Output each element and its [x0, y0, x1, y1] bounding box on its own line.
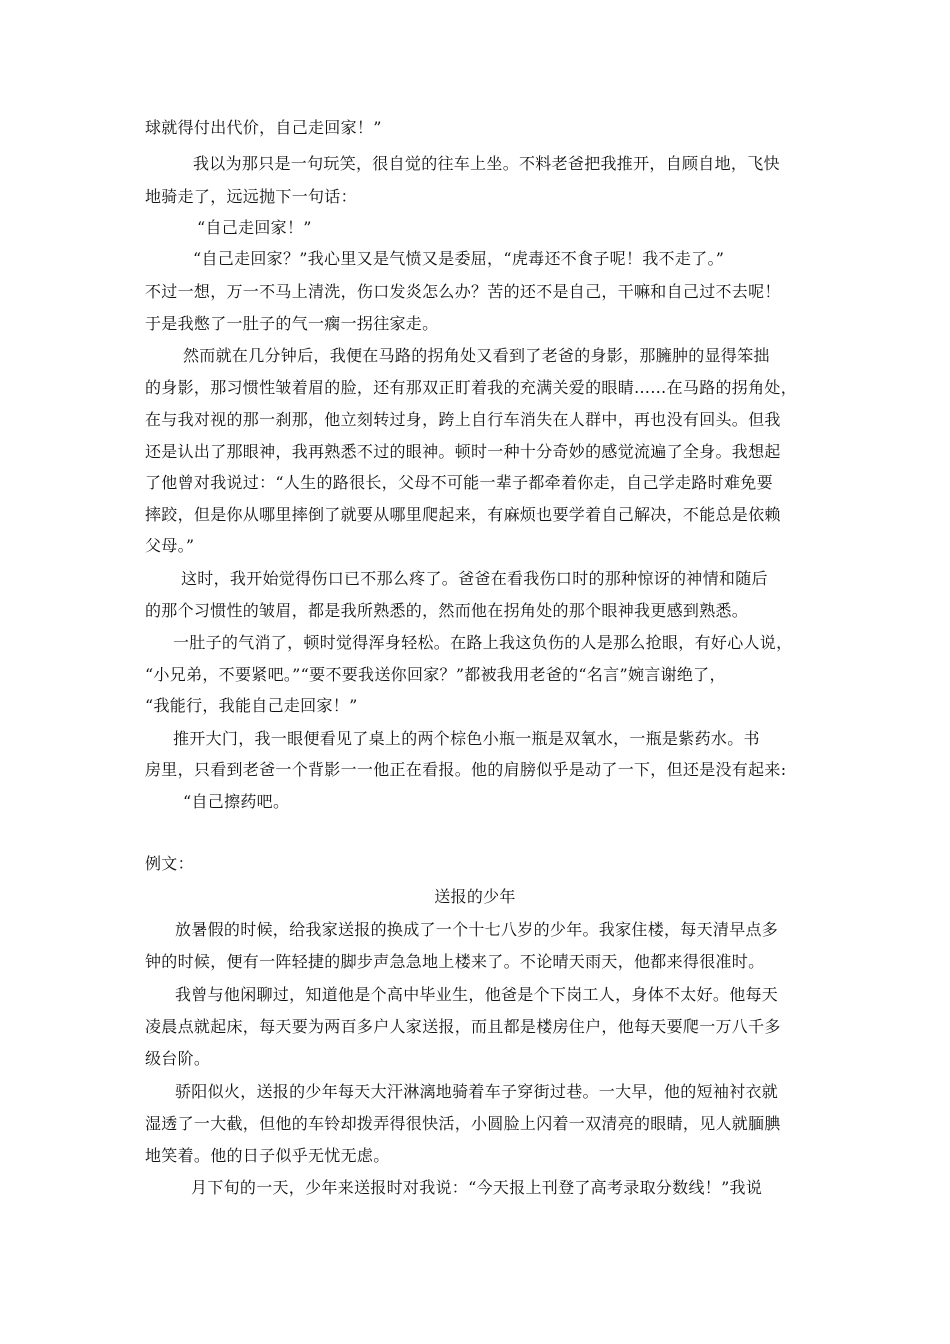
text-line: 月下旬的一天，少年来送报时对我说：“今天报上刊登了高考录取分数线！”我说	[191, 1178, 763, 1197]
text-line: 了他曾对我说过：“人生的路很长，父母不可能一辈子都牵着你走，自己学走路时难免要	[145, 473, 773, 492]
text-line: “自己擦药吧。	[183, 792, 290, 811]
text-line: 地骑走了，远远抛下一句话：	[145, 187, 357, 206]
text-line: 骄阳似火，送报的少年每天大汗淋漓地骑着车子穿街过巷。一大早，他的短袖衬衣就	[175, 1082, 779, 1101]
text-line: 球就得付出代价，自己走回家！”	[145, 118, 382, 137]
text-line: 钟的时候，便有一阵轻捷的脚步声急急地上楼来了。不论晴天雨天，他都来得很准时。	[145, 952, 765, 971]
text-line: 放暑假的时候，给我家送报的换成了一个十七八岁的少年。我家住楼，每天清早点多	[175, 920, 779, 939]
text-line: 我以为那只是一句玩笑，很自觉的往车上坐。不料老爸把我推开，自顾自地，飞快	[193, 154, 780, 173]
text-line: “自己走回家！”	[197, 218, 312, 237]
section-label: 例文：	[145, 854, 194, 873]
text-line: 湿透了一大截，但他的车铃却拨弄得很快活，小圆脸上闪着一双清亮的眼睛，见人就腼腆	[145, 1114, 781, 1133]
text-line: 然而就在几分钟后，我便在马路的拐角处又看到了老爸的身影，那臃肿的显得笨拙	[183, 346, 770, 365]
text-line: 在与我对视的那一刹那，他立刻转过身，跨上自行车消失在人群中，再也没有回头。但我	[145, 410, 781, 429]
text-line: 凌晨点就起床，每天要为两百多户人家送报，而且都是楼房住户，他每天要爬一万八千多	[145, 1017, 781, 1036]
text-line: 一肚子的气消了，顿时觉得浑身轻松。在路上我这负伤的人是那么抢眼，有好心人说，	[173, 633, 793, 652]
text-line: 摔跤，但是你从哪里摔倒了就要从哪里爬起来，有麻烦也要学着自己解决，不能总是依赖	[145, 505, 781, 524]
text-line: 父母。”	[145, 536, 195, 555]
text-line: “自己走回家？”我心里又是气愤又是委屈，“虎毒还不食子呢！我不走了。”	[193, 249, 725, 268]
text-line: 于是我憋了一肚子的气一瘸一拐往家走。	[145, 314, 439, 333]
text-line: 这时，我开始觉得伤口已不那么疼了。爸爸在看我伤口时的那种惊讶的神情和随后	[181, 569, 768, 588]
text-line: 还是认出了那眼神，我再熟悉不过的眼神。顿时一种十分奇妙的感觉流遍了全身。我想起	[145, 442, 781, 461]
text-line: 房里，只看到老爸一个背影一一他正在看报。他的肩膀似乎是动了一下，但还是没有起来:	[145, 760, 787, 779]
text-line: “小兄弟，不要紧吧。”“要不要我送你回家？”都被我用老爸的“名言”婉言谢绝了，	[145, 665, 726, 684]
text-line: 的身影，那习惯性皱着眉的脸，还有那双正盯着我的充满关爱的眼睛……在马路的拐角处，	[145, 378, 798, 397]
text-line: 地笑着。他的日子似乎无忧无虑。	[145, 1146, 390, 1165]
text-line: 推开大门，我一眼便看见了桌上的两个棕色小瓶一瓶是双氧水，一瓶是紫药水。书	[173, 729, 760, 748]
text-line: 不过一想，万一不马上清洗，伤口发炎怎么办？苦的还不是自己，干嘛和自己过不去呢！	[145, 282, 781, 301]
text-line: 的那个习惯性的皱眉，都是我所熟悉的，然而他在拐角处的那个眼神我更感到熟悉。	[145, 601, 749, 620]
text-line: “我能行，我能自己走回家！”	[145, 696, 358, 715]
text-line: 我曾与他闲聊过，知道他是个高中毕业生，他爸是个下岗工人，身体不太好。他每天	[175, 985, 779, 1004]
essay-title: 送报的少年	[434, 887, 516, 906]
text-line: 级台阶。	[145, 1049, 211, 1068]
